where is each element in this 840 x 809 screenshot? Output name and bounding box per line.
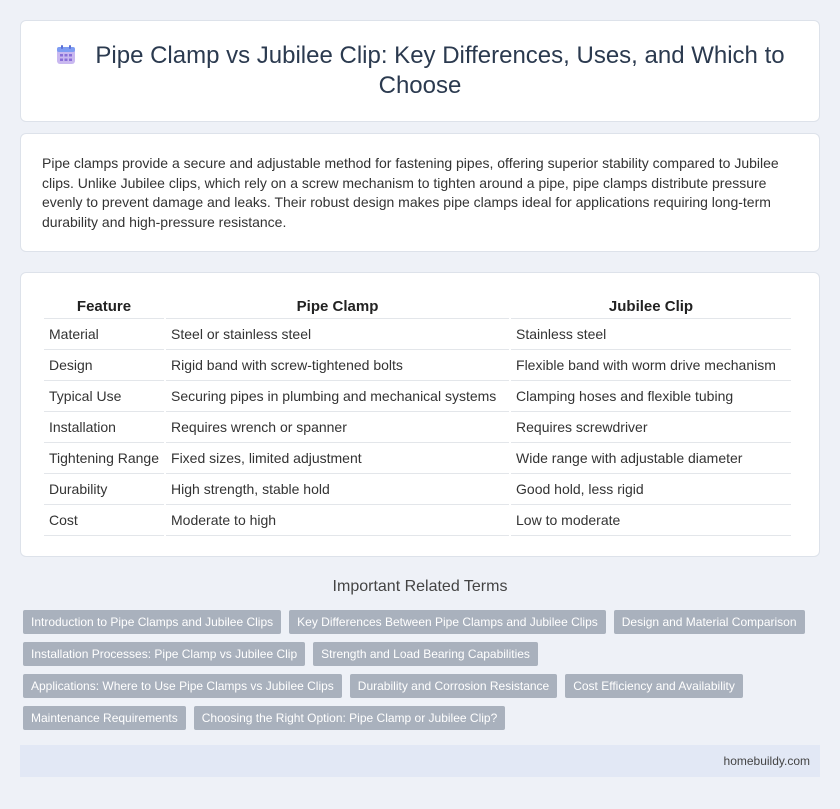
table-header-row	[44, 295, 791, 319]
comparison-table-card	[20, 272, 820, 557]
table-cell: Requires screwdriver	[511, 412, 791, 443]
table-cell: Rigid band with screw-tightened bolts	[166, 350, 509, 381]
table-cell: Steel or stainless steel	[166, 319, 509, 350]
table-cell: Clamping hoses and flexible tubing	[511, 381, 791, 412]
table-cell: Typical Use	[44, 381, 164, 412]
table-cell: Tightening Range	[44, 443, 164, 474]
related-term-tag[interactable]: Strength and Load Bearing Capabilities	[313, 642, 538, 666]
table-cell: Design	[44, 350, 164, 381]
table-cell: Material	[44, 319, 164, 350]
table-cell: Stainless steel	[511, 319, 791, 350]
tag-row	[23, 674, 823, 698]
table-cell: Good hold, less rigid	[511, 474, 791, 505]
related-term-tag[interactable]: Choosing the Right Option: Pipe Clamp or Jubilee Clip?	[194, 706, 506, 730]
table-cell: Wide range with adjustable diameter	[511, 443, 791, 474]
related-term-tag[interactable]: Introduction to Pipe Clamps and Jubilee Clips	[23, 610, 281, 634]
calendar-icon	[55, 44, 77, 66]
table-row	[44, 505, 791, 536]
table-cell: Installation	[44, 412, 164, 443]
tag-row	[23, 642, 823, 666]
related-term-tag[interactable]: Maintenance Requirements	[23, 706, 186, 730]
footer	[20, 745, 820, 777]
table-cell: Low to moderate	[511, 505, 791, 536]
tag-row	[23, 610, 823, 634]
page-title-wrap	[51, 41, 789, 101]
table-cell: Moderate to high	[166, 505, 509, 536]
header-card	[20, 20, 820, 122]
related-term-tag[interactable]: Design and Material Comparison	[614, 610, 805, 634]
related-terms-title: Important Related Terms	[332, 578, 508, 595]
table-cell: Cost	[44, 505, 164, 536]
table-row	[44, 474, 791, 505]
table-row	[44, 381, 791, 412]
footer-site-name[interactable]: homebuildy.com	[723, 754, 810, 768]
table-cell: High strength, stable hold	[166, 474, 509, 505]
table-cell: Securing pipes in plumbing and mechanical systems	[166, 381, 509, 412]
column-header-pipe-clamp: Pipe Clamp	[166, 295, 509, 319]
table-row	[44, 443, 791, 474]
related-term-tag[interactable]: Cost Efficiency and Availability	[565, 674, 743, 698]
related-term-tag[interactable]: Installation Processes: Pipe Clamp vs Jubilee Clip	[23, 642, 305, 666]
intro-card	[20, 133, 820, 252]
page-title: Pipe Clamp vs Jubilee Clip: Key Differences, Uses, and Which to Choose	[95, 42, 785, 99]
table-cell: Fixed sizes, limited adjustment	[166, 443, 509, 474]
table-row	[44, 412, 791, 443]
comparison-table	[42, 295, 793, 536]
table-cell: Flexible band with worm drive mechanism	[511, 350, 791, 381]
column-header-jubilee-clip: Jubilee Clip	[511, 295, 791, 319]
table-cell: Durability	[44, 474, 164, 505]
related-terms-tags	[23, 610, 823, 738]
table-cell: Requires wrench or spanner	[166, 412, 509, 443]
tag-row	[23, 706, 823, 730]
related-term-tag[interactable]: Durability and Corrosion Resistance	[350, 674, 557, 698]
intro-text: Pipe clamps provide a secure and adjustable method for fastening pipes, offering superior stability compared to Jubilee clips. Unlike Jubilee clips, which rely on a screw mechanism to tighten around a pipe, pipe clamps distribute pressure evenly to prevent damage and leaks. Their robust design makes pipe clamps ideal for applications requiring long-term durability and high-pressure resistance.	[42, 155, 779, 230]
related-term-tag[interactable]: Applications: Where to Use Pipe Clamps vs Jubilee Clips	[23, 674, 342, 698]
related-term-tag[interactable]: Key Differences Between Pipe Clamps and Jubilee Clips	[289, 610, 606, 634]
column-header-feature: Feature	[44, 295, 164, 319]
table-row	[44, 319, 791, 350]
table-row	[44, 350, 791, 381]
